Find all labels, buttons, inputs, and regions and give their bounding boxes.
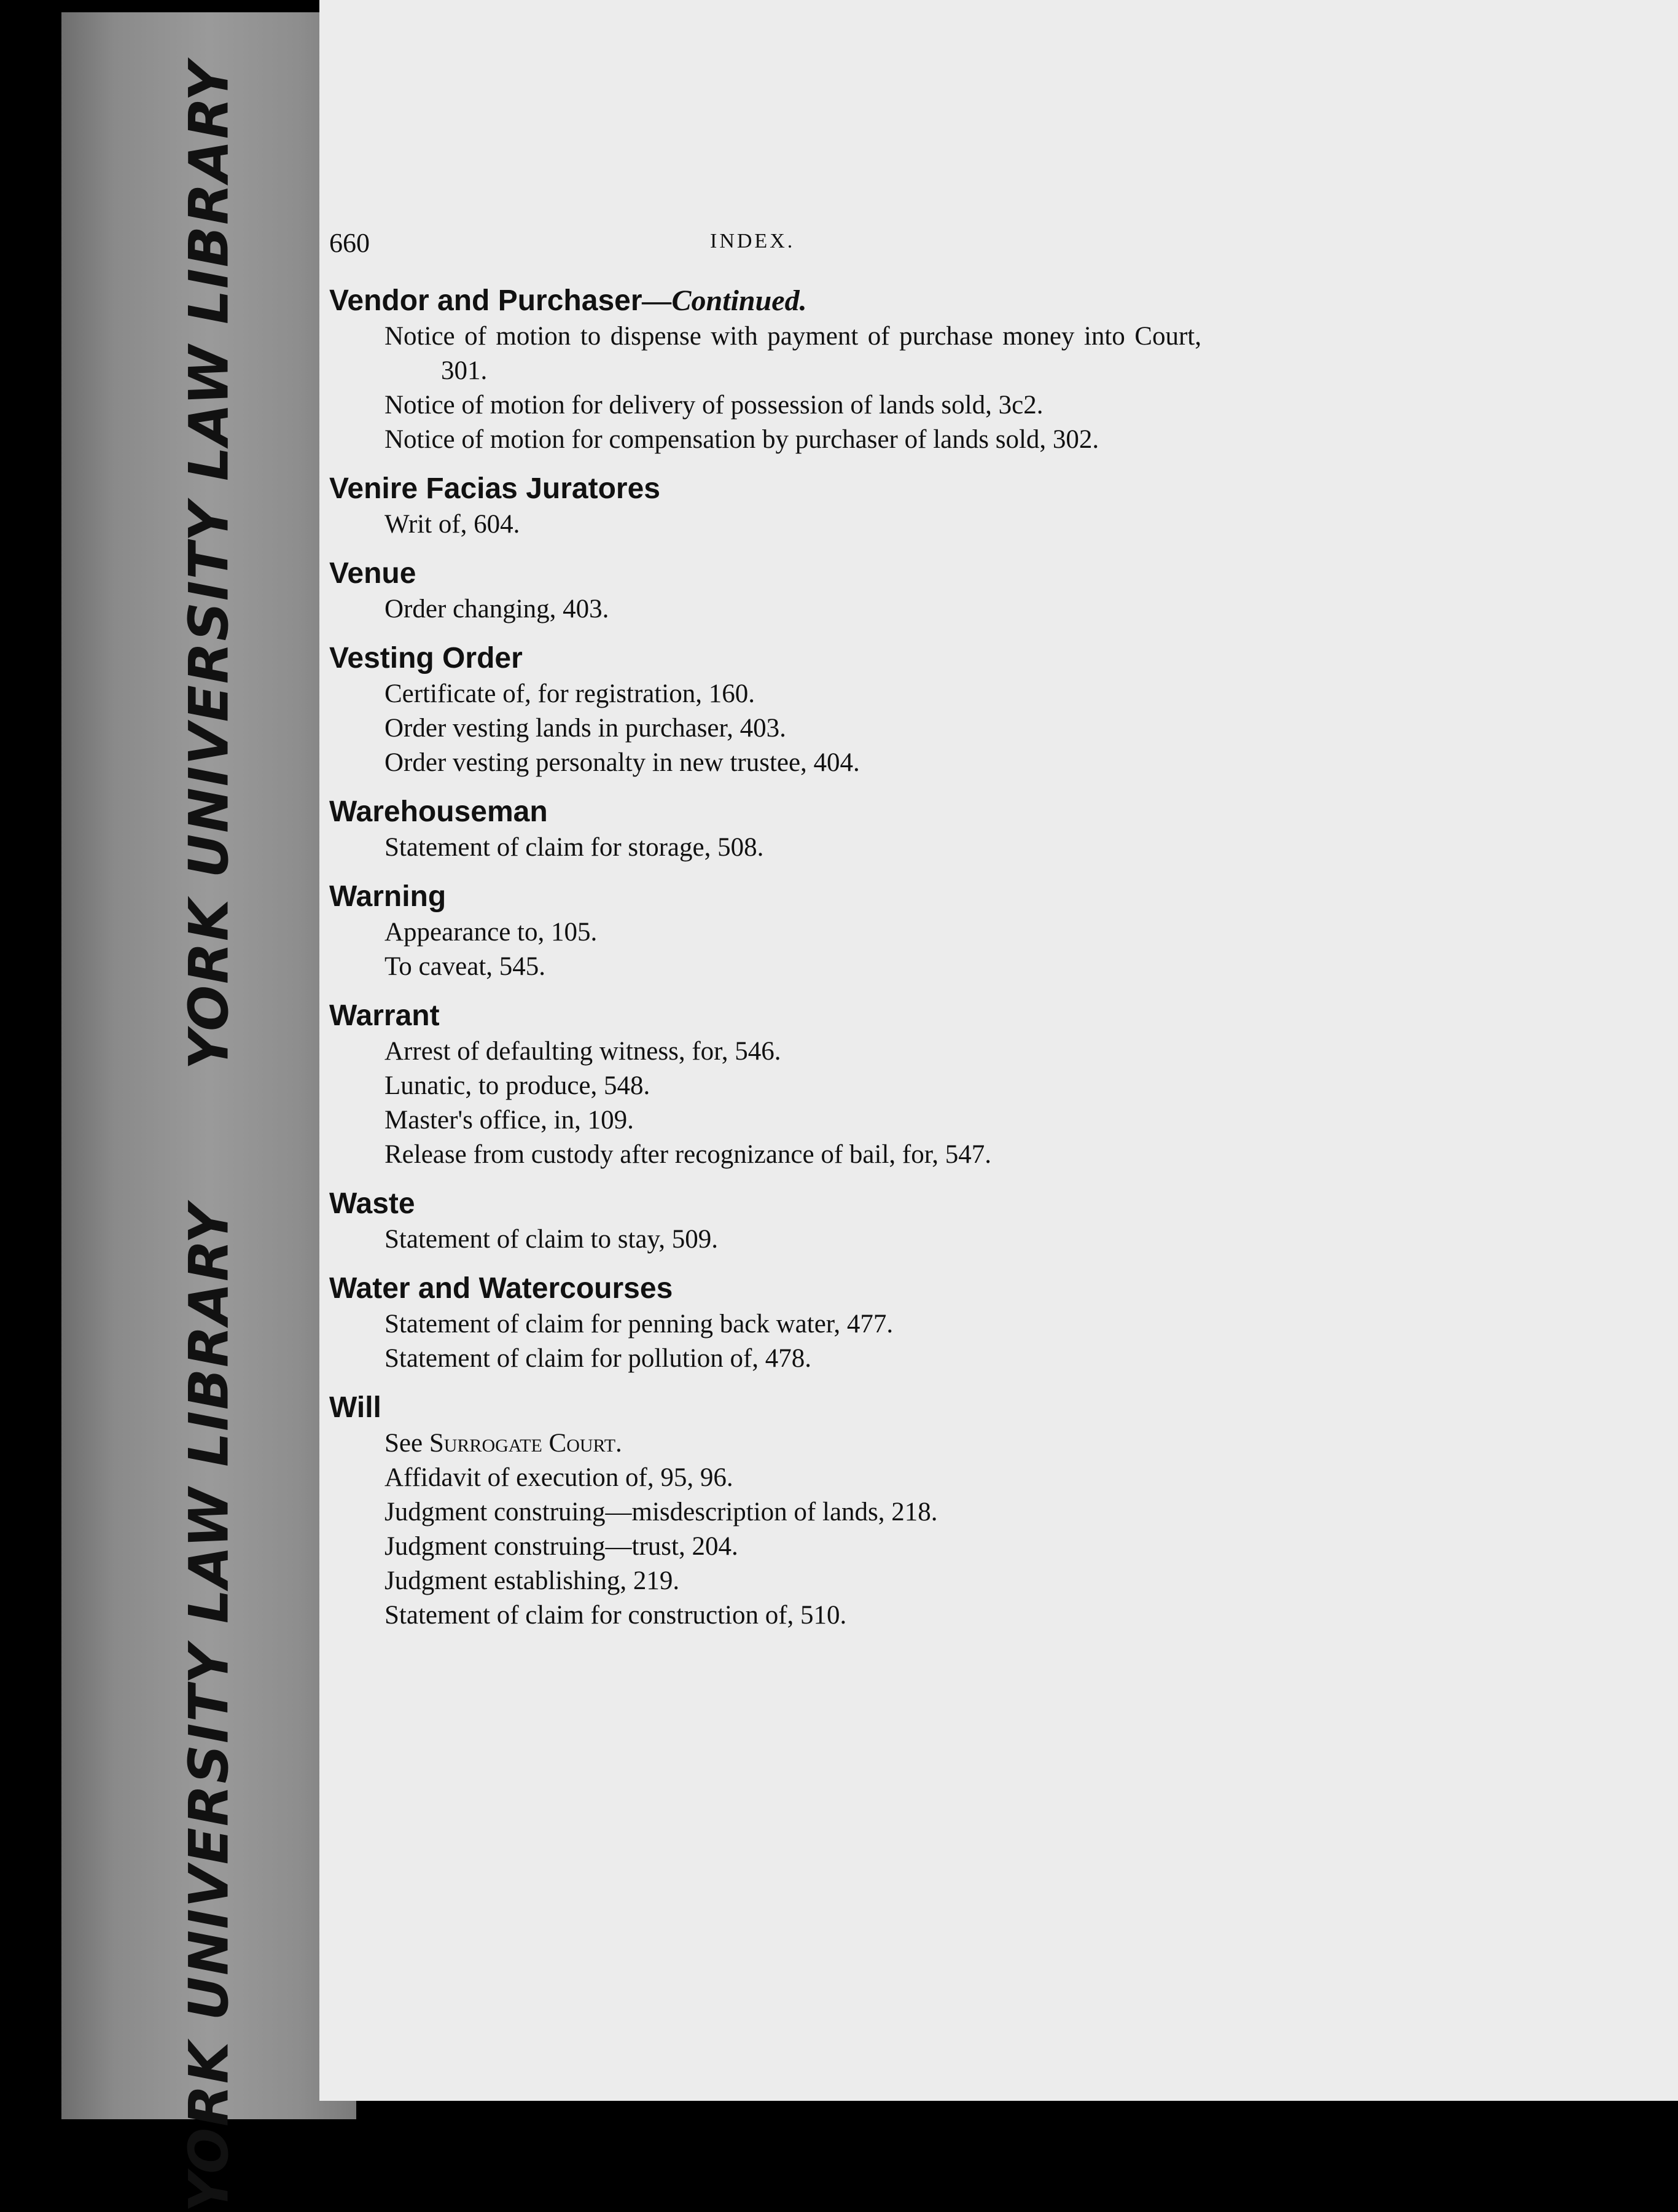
index-entry [329, 640, 1201, 780]
see-prefix: See [384, 1429, 423, 1458]
entry-item: Statement of claim for penning back water, 477. [384, 1310, 894, 1339]
index-entry [329, 794, 1201, 865]
entry-item: Order vesting personalty in new trustee, 404. [384, 748, 860, 777]
entry-heading: Will [329, 1391, 381, 1424]
entry-heading: Venue [329, 557, 416, 590]
entry-item: To caveat, 545. [384, 952, 546, 981]
see-reference [329, 1426, 1201, 1461]
entry-item: Writ of, 604. [384, 510, 520, 539]
index-entry [329, 878, 1201, 984]
entry-heading: Water and Watercourses [329, 1272, 673, 1305]
entry-item: Master's office, in, 109. [384, 1106, 634, 1135]
index-entry [329, 471, 1201, 542]
book-spine [61, 12, 356, 2212]
entry-item: Statement of claim to stay, 509. [384, 1225, 718, 1254]
entry-item: Affidavit of execution of, 95, 96. [384, 1463, 733, 1492]
entry-heading: Venire Facias Juratores [329, 472, 660, 505]
entry-item: Statement of claim for pollution of, 478. [384, 1344, 812, 1373]
page-title: INDEX. [710, 230, 795, 252]
entry-item: Notice of motion for compensation by purchaser of lands sold, 302. [384, 425, 1099, 454]
continued-label: —Continued. [642, 284, 807, 317]
entry-item: Certificate of, for registration, 160. [384, 679, 755, 708]
index-entry [329, 555, 1201, 627]
library-stamp-top: YORK UNIVERSITY LAW LIBRARY [177, 60, 241, 1070]
entry-item: Arrest of defaulting witness, for, 546. [384, 1037, 781, 1066]
entry-item: Judgment construing—misdescription of lands, 218. [384, 1498, 938, 1526]
page-number: 660 [329, 228, 370, 258]
entry-heading: Warrant [329, 999, 440, 1032]
entry-item: Notice of motion for delivery of possession of lands sold, 3c2. [384, 391, 1044, 420]
index-content [329, 227, 1201, 1646]
library-stamp-bottom: YORK UNIVERSITY LAW LIBRARY [177, 1203, 241, 2212]
index-entry [329, 283, 1201, 457]
entry-item: Notice of motion to dispense with payment of purchase money into Court, 301. [384, 322, 1201, 385]
entry-item: Statement of claim for storage, 508. [384, 833, 764, 862]
entry-item: Statement of claim for construction of, 510. [384, 1601, 847, 1630]
entry-item: Order vesting lands in purchaser, 403. [384, 714, 786, 743]
entry-item: Order changing, 403. [384, 595, 609, 623]
entry-heading: Warehouseman [329, 795, 548, 828]
index-entry [329, 998, 1201, 1172]
entry-item: Appearance to, 105. [384, 918, 598, 947]
entry-heading: Vendor and Purchaser—Continued. [329, 284, 807, 317]
running-head [329, 227, 1201, 283]
entry-item: Release from custody after recognizance of bail, for, 547. [384, 1140, 992, 1169]
entry-heading: Waste [329, 1187, 415, 1220]
see-target: Surrogate Court. [429, 1429, 622, 1458]
entry-heading: Vesting Order [329, 642, 523, 674]
entry-item: Lunatic, to produce, 548. [384, 1071, 650, 1100]
entry-item: Judgment construing—trust, 204. [384, 1532, 738, 1561]
entry-item: Judgment establishing, 219. [384, 1566, 680, 1595]
index-entry [329, 1186, 1201, 1257]
entry-heading: Warning [329, 880, 447, 913]
index-entry [329, 1270, 1201, 1376]
index-entry [329, 1389, 1201, 1633]
